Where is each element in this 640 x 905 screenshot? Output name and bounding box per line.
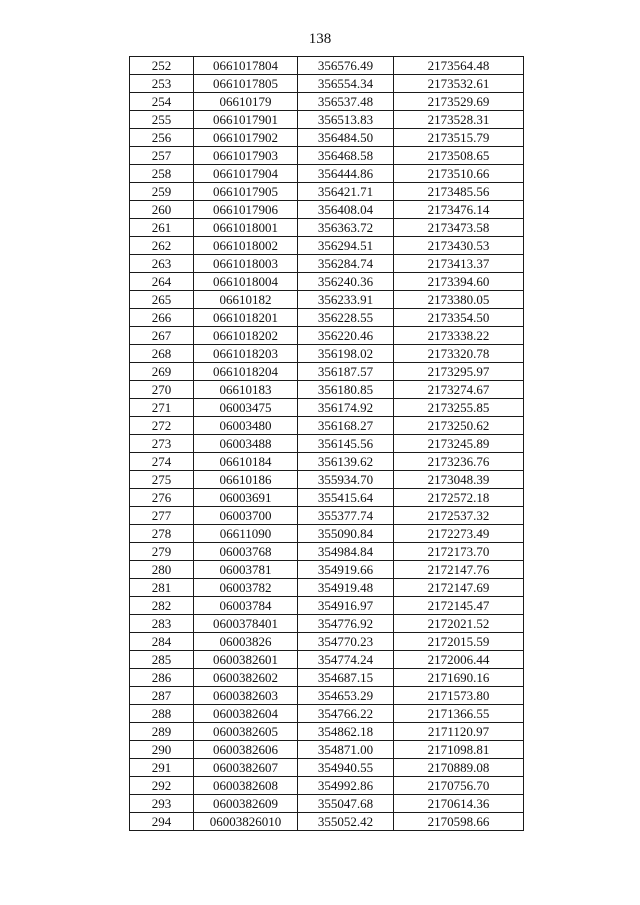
point-number-cell: 275 [130,471,194,489]
x-coordinate-cell: 356145.56 [298,435,394,453]
point-id-cell: 0600382602 [194,669,298,687]
y-coordinate-cell: 2172572.18 [394,489,524,507]
y-coordinate-cell: 2171573.80 [394,687,524,705]
x-coordinate-cell: 354871.00 [298,741,394,759]
point-number-cell: 274 [130,453,194,471]
point-number-cell: 261 [130,219,194,237]
table-row [130,165,524,183]
y-coordinate-cell: 2173413.37 [394,255,524,273]
point-id-cell: 0661018004 [194,273,298,291]
point-number-cell: 258 [130,165,194,183]
point-number-cell: 253 [130,75,194,93]
x-coordinate-cell: 356468.58 [298,147,394,165]
x-coordinate-cell: 354916.97 [298,597,394,615]
table-row [130,327,524,345]
point-id-cell: 06003826010 [194,813,298,831]
x-coordinate-cell: 356220.46 [298,327,394,345]
y-coordinate-cell: 2172173.70 [394,543,524,561]
x-coordinate-cell: 356294.51 [298,237,394,255]
x-coordinate-cell: 354774.24 [298,651,394,669]
point-id-cell: 0661017905 [194,183,298,201]
table-row [130,381,524,399]
x-coordinate-cell: 356444.86 [298,165,394,183]
x-coordinate-cell: 356576.49 [298,57,394,75]
point-id-cell: 0600382608 [194,777,298,795]
table-row [130,651,524,669]
point-id-cell: 06003475 [194,399,298,417]
point-number-cell: 267 [130,327,194,345]
y-coordinate-cell: 2173564.48 [394,57,524,75]
x-coordinate-cell: 356554.34 [298,75,394,93]
table-row [130,309,524,327]
point-id-cell: 0661018203 [194,345,298,363]
table-row [130,93,524,111]
point-number-cell: 268 [130,345,194,363]
x-coordinate-cell: 354940.55 [298,759,394,777]
table-row [130,777,524,795]
y-coordinate-cell: 2173048.39 [394,471,524,489]
x-coordinate-cell: 356180.85 [298,381,394,399]
y-coordinate-cell: 2171366.55 [394,705,524,723]
table-row [130,723,524,741]
y-coordinate-cell: 2172015.59 [394,633,524,651]
point-id-cell: 06003782 [194,579,298,597]
table-row [130,669,524,687]
x-coordinate-cell: 356233.91 [298,291,394,309]
x-coordinate-cell: 356421.71 [298,183,394,201]
table-row [130,183,524,201]
y-coordinate-cell: 2173532.61 [394,75,524,93]
x-coordinate-cell: 354653.29 [298,687,394,705]
x-coordinate-cell: 356284.74 [298,255,394,273]
x-coordinate-cell: 354919.48 [298,579,394,597]
x-coordinate-cell: 355934.70 [298,471,394,489]
y-coordinate-cell: 2173476.14 [394,201,524,219]
table-row [130,345,524,363]
point-number-cell: 255 [130,111,194,129]
y-coordinate-cell: 2171098.81 [394,741,524,759]
x-coordinate-cell: 355377.74 [298,507,394,525]
point-number-cell: 256 [130,129,194,147]
point-id-cell: 06003700 [194,507,298,525]
page-number: 138 [308,31,332,47]
x-coordinate-cell: 354766.22 [298,705,394,723]
y-coordinate-cell: 2170614.36 [394,795,524,813]
point-id-cell: 06003784 [194,597,298,615]
table-row [130,57,524,75]
x-coordinate-cell: 356174.92 [298,399,394,417]
table-row [130,111,524,129]
point-number-cell: 273 [130,435,194,453]
point-number-cell: 271 [130,399,194,417]
x-coordinate-cell: 355415.64 [298,489,394,507]
point-number-cell: 291 [130,759,194,777]
y-coordinate-cell: 2172006.44 [394,651,524,669]
point-id-cell: 06610186 [194,471,298,489]
x-coordinate-cell: 356198.02 [298,345,394,363]
table-row [130,489,524,507]
point-id-cell: 0661017902 [194,129,298,147]
y-coordinate-cell: 2173528.31 [394,111,524,129]
x-coordinate-cell: 354776.92 [298,615,394,633]
y-coordinate-cell: 2172537.32 [394,507,524,525]
point-number-cell: 289 [130,723,194,741]
x-coordinate-cell: 354992.86 [298,777,394,795]
point-number-cell: 293 [130,795,194,813]
y-coordinate-cell: 2173295.97 [394,363,524,381]
table-row [130,615,524,633]
point-id-cell: 0661017805 [194,75,298,93]
y-coordinate-cell: 2170598.66 [394,813,524,831]
point-number-cell: 257 [130,147,194,165]
table-row [130,471,524,489]
y-coordinate-cell: 2173508.65 [394,147,524,165]
table-row [130,597,524,615]
x-coordinate-cell: 356240.36 [298,273,394,291]
point-id-cell: 0661018001 [194,219,298,237]
table-row [130,399,524,417]
point-number-cell: 288 [130,705,194,723]
point-number-cell: 279 [130,543,194,561]
point-number-cell: 294 [130,813,194,831]
x-coordinate-cell: 356408.04 [298,201,394,219]
point-number-cell: 278 [130,525,194,543]
point-id-cell: 0661018003 [194,255,298,273]
point-id-cell: 0600382604 [194,705,298,723]
point-id-cell: 06610183 [194,381,298,399]
y-coordinate-cell: 2172021.52 [394,615,524,633]
point-number-cell: 263 [130,255,194,273]
x-coordinate-cell: 354862.18 [298,723,394,741]
y-coordinate-cell: 2173510.66 [394,165,524,183]
y-coordinate-cell: 2172145.47 [394,597,524,615]
table-row [130,579,524,597]
point-number-cell: 280 [130,561,194,579]
point-id-cell: 0600382601 [194,651,298,669]
y-coordinate-cell: 2173473.58 [394,219,524,237]
x-coordinate-cell: 356537.48 [298,93,394,111]
point-id-cell: 0600382603 [194,687,298,705]
table-row [130,741,524,759]
y-coordinate-cell: 2173255.85 [394,399,524,417]
y-coordinate-cell: 2173236.76 [394,453,524,471]
table-body [130,57,524,831]
y-coordinate-cell: 2170889.08 [394,759,524,777]
table-row [130,561,524,579]
x-coordinate-cell: 355052.42 [298,813,394,831]
point-id-cell: 0661018002 [194,237,298,255]
x-coordinate-cell: 356513.83 [298,111,394,129]
table-row [130,255,524,273]
table-row [130,795,524,813]
point-number-cell: 272 [130,417,194,435]
point-number-cell: 265 [130,291,194,309]
y-coordinate-cell: 2173380.05 [394,291,524,309]
point-id-cell: 06003480 [194,417,298,435]
table-row [130,201,524,219]
y-coordinate-cell: 2173354.50 [394,309,524,327]
y-coordinate-cell: 2171690.16 [394,669,524,687]
point-id-cell: 06003768 [194,543,298,561]
point-number-cell: 266 [130,309,194,327]
table-row [130,129,524,147]
point-number-cell: 264 [130,273,194,291]
point-number-cell: 254 [130,93,194,111]
point-number-cell: 286 [130,669,194,687]
point-number-cell: 276 [130,489,194,507]
point-id-cell: 06610179 [194,93,298,111]
table-row [130,525,524,543]
point-id-cell: 0600382606 [194,741,298,759]
y-coordinate-cell: 2173529.69 [394,93,524,111]
y-coordinate-cell: 2173394.60 [394,273,524,291]
x-coordinate-cell: 354687.15 [298,669,394,687]
x-coordinate-cell: 356228.55 [298,309,394,327]
x-coordinate-cell: 354770.23 [298,633,394,651]
y-coordinate-cell: 2171120.97 [394,723,524,741]
y-coordinate-cell: 2173320.78 [394,345,524,363]
table-row [130,543,524,561]
table-row [130,273,524,291]
point-id-cell: 0661018204 [194,363,298,381]
point-id-cell: 0661018201 [194,309,298,327]
x-coordinate-cell: 356187.57 [298,363,394,381]
point-id-cell: 0661017904 [194,165,298,183]
point-number-cell: 284 [130,633,194,651]
table-row [130,633,524,651]
y-coordinate-cell: 2173338.22 [394,327,524,345]
point-number-cell: 252 [130,57,194,75]
point-number-cell: 287 [130,687,194,705]
x-coordinate-cell: 355047.68 [298,795,394,813]
table-row [130,507,524,525]
table-row [130,435,524,453]
point-id-cell: 0600382605 [194,723,298,741]
table-row [130,237,524,255]
point-id-cell: 0600382607 [194,759,298,777]
point-number-cell: 277 [130,507,194,525]
point-number-cell: 292 [130,777,194,795]
point-number-cell: 283 [130,615,194,633]
point-number-cell: 269 [130,363,194,381]
point-id-cell: 06003488 [194,435,298,453]
point-id-cell: 0661017901 [194,111,298,129]
y-coordinate-cell: 2172147.76 [394,561,524,579]
table-row [130,363,524,381]
point-id-cell: 0661018202 [194,327,298,345]
x-coordinate-cell: 356484.50 [298,129,394,147]
point-id-cell: 06003826 [194,633,298,651]
y-coordinate-cell: 2173245.89 [394,435,524,453]
point-id-cell: 06610184 [194,453,298,471]
x-coordinate-cell: 356168.27 [298,417,394,435]
point-id-cell: 0661017804 [194,57,298,75]
coordinate-table [129,56,524,831]
point-number-cell: 282 [130,597,194,615]
x-coordinate-cell: 356363.72 [298,219,394,237]
x-coordinate-cell: 355090.84 [298,525,394,543]
point-number-cell: 285 [130,651,194,669]
table-row [130,147,524,165]
point-number-cell: 260 [130,201,194,219]
point-id-cell: 06003691 [194,489,298,507]
point-id-cell: 0661017906 [194,201,298,219]
point-number-cell: 270 [130,381,194,399]
y-coordinate-cell: 2173274.67 [394,381,524,399]
x-coordinate-cell: 354919.66 [298,561,394,579]
y-coordinate-cell: 2173250.62 [394,417,524,435]
y-coordinate-cell: 2172273.49 [394,525,524,543]
table-row [130,687,524,705]
y-coordinate-cell: 2173430.53 [394,237,524,255]
point-id-cell: 06610182 [194,291,298,309]
point-id-cell: 0661017903 [194,147,298,165]
table-row [130,219,524,237]
point-id-cell: 06003781 [194,561,298,579]
table-row [130,417,524,435]
y-coordinate-cell: 2170756.70 [394,777,524,795]
y-coordinate-cell: 2172147.69 [394,579,524,597]
table-row [130,75,524,93]
table-row [130,759,524,777]
point-number-cell: 290 [130,741,194,759]
table-row [130,705,524,723]
y-coordinate-cell: 2173515.79 [394,129,524,147]
table-row [130,813,524,831]
point-id-cell: 06611090 [194,525,298,543]
point-number-cell: 259 [130,183,194,201]
y-coordinate-cell: 2173485.56 [394,183,524,201]
table-row [130,291,524,309]
x-coordinate-cell: 356139.62 [298,453,394,471]
point-id-cell: 0600382609 [194,795,298,813]
point-id-cell: 0600378401 [194,615,298,633]
point-number-cell: 262 [130,237,194,255]
point-number-cell: 281 [130,579,194,597]
x-coordinate-cell: 354984.84 [298,543,394,561]
table-row [130,453,524,471]
